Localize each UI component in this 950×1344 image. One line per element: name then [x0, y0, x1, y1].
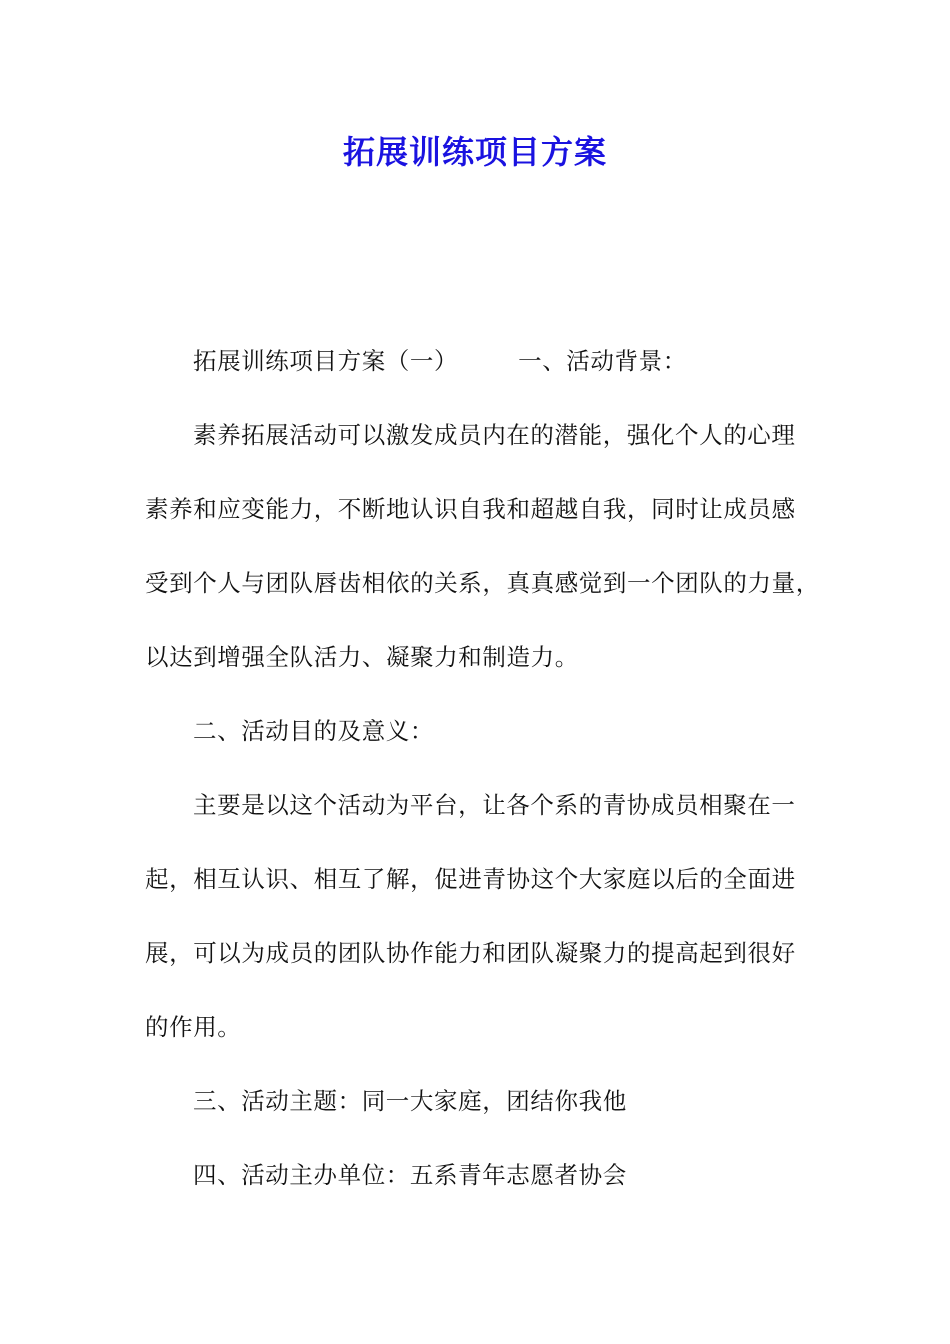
paragraph-purpose	[145, 781, 820, 1051]
text-line: 素养拓展活动可以激发成员内在的潜能，强化个人的心理	[193, 421, 796, 449]
text-line: 受到个人与团队唇齿相依的关系，真真感觉到一个团队的力量，	[145, 569, 820, 597]
paragraph-organizer	[145, 1151, 820, 1199]
text-line: 的作用。	[145, 1013, 242, 1041]
paragraph-heading-purpose	[145, 707, 820, 755]
paragraph-background	[145, 411, 820, 681]
section-title: 拓展训练项目方案（一）	[193, 347, 459, 375]
text-line: 以达到增强全队活力、凝聚力和制造力。	[145, 643, 579, 671]
section-heading: 二、活动目的及意义：	[193, 717, 434, 745]
text-line	[145, 337, 820, 385]
text-line: 展，可以为成员的团队协作能力和团队凝聚力的提高起到很好	[145, 939, 796, 967]
paragraph-heading-intro	[145, 337, 820, 385]
document-body	[145, 337, 820, 1225]
paragraph-theme	[145, 1077, 820, 1125]
section-heading: 一、活动背景：	[518, 347, 687, 375]
text-line: 起，相互认识、相互了解，促进青协这个大家庭以后的全面进	[145, 865, 796, 893]
text-line: 主要是以这个活动为平台，让各个系的青协成员相聚在一	[193, 791, 796, 819]
text-line: 素养和应变能力，不断地认识自我和超越自我，同时让成员感	[145, 495, 796, 523]
section-heading: 四、活动主办单位：五系青年志愿者协会	[193, 1161, 627, 1189]
section-heading: 三、活动主题：同一大家庭，团结你我他	[193, 1087, 627, 1115]
document-title: 拓展训练项目方案	[342, 133, 607, 171]
